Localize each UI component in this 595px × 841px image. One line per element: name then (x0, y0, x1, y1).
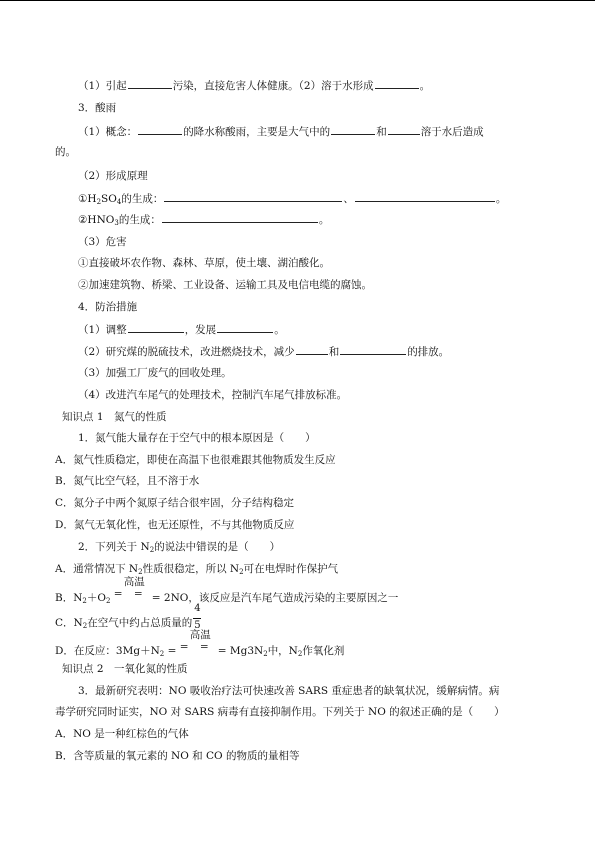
text-line: （4）改进汽车尾气的处理技术，控制汽车尾气排放标准。 (78, 389, 348, 401)
option-d[interactable]: D．在反应：$3Mg+N_2$ = 高温 = = = $Mg3N_2$中，$N_2$作氧化剂 (55, 629, 345, 658)
option-a[interactable]: A．氮气性质稳定，即使在高温下也很难跟其他物质发生反应 (55, 454, 336, 466)
option-c[interactable]: C．$N_2$在空气中约占总质量的 $\frac{4}{5}$ (55, 603, 201, 631)
option-b[interactable]: B．$N_2+O_2$ 高温 = = = 2NO，该反应是汽车尾气造成污染的主要原因之一 (55, 576, 399, 605)
concept-line-end: 的。 (55, 146, 76, 158)
section-heading: 3．酸雨 (78, 102, 117, 114)
option-b[interactable]: B．含等质量的氧元素的 NO 和 CO 的物质的量相等 (55, 750, 300, 762)
blank[interactable] (217, 322, 273, 333)
page-top-rule (0, 0, 595, 1)
question-1: 1．氮气能大量存在于空气中的根本原因是（ ） (78, 432, 316, 444)
blank[interactable] (138, 124, 182, 135)
subheading: （2）形成原理 (78, 170, 148, 182)
blank[interactable] (162, 212, 318, 223)
blank[interactable] (331, 124, 375, 135)
question-3-cont: 毒学研究同时证实，NO 对 SARS 病毒有直接抑制作用。下列关于 NO 的叙述正确的是（ ） (55, 706, 505, 718)
measure-line: （2）研究煤的脱硫技术，改进燃烧技术，减少 和 的排放。 (78, 346, 450, 358)
blank[interactable] (340, 344, 406, 355)
subheading: （3）危害 (78, 236, 127, 248)
blank[interactable] (128, 322, 184, 333)
measure-line: （1）调整 ，发展 。 (78, 324, 285, 336)
blank[interactable] (296, 344, 328, 355)
question-2: 2．下列关于 $N_2$的说法中错误的是（ ） (78, 541, 281, 554)
question-3: 3．最新研究表明：NO 吸收治疗法可快速改善 SARS 重症患者的缺氧状况，缓解病情。病 (78, 685, 500, 697)
knowledge-heading: 知识点 1 氮气的性质 (62, 411, 167, 423)
blank[interactable] (388, 124, 420, 135)
text-line: ②加速建筑物、桥梁、工业设备、运输工具及电信电缆的腐蚀。 (78, 279, 372, 291)
option-c[interactable]: C．氮分子中两个氮原子结合很牢固，分子结构稳定 (55, 497, 295, 509)
text-line: （3）加强工厂废气的回收处理。 (78, 367, 232, 379)
hno3-line: $②HNO_3$的生成： 。 (78, 214, 330, 227)
blank-line-pollution: （1）引起 污染，直接危害人体健康。（2）溶于水形成 。 (78, 80, 431, 92)
blank[interactable] (164, 191, 342, 202)
option-a[interactable]: A．通常情况下 $N_2$性质很稳定，所以 $N_2$可在电焊时作保护气 (55, 563, 339, 576)
fraction: $\frac{4}{5}$ (194, 603, 201, 631)
blank[interactable] (128, 78, 172, 89)
option-a[interactable]: A．NO 是一种红棕色的气体 (55, 728, 189, 740)
option-d[interactable]: D．氮气无氧化性，也无还原性，不与其他物质反应 (55, 519, 295, 531)
text-line: ①直接破坏农作物、森林、草原，使土壤、湖泊酸化。 (78, 257, 330, 269)
blank[interactable] (375, 78, 419, 89)
reaction-condition: 高温 = = (179, 629, 213, 653)
section-heading: 4．防治措施 (78, 301, 138, 313)
option-b[interactable]: B．氮气比空气轻，且不溶于水 (55, 475, 200, 487)
blank[interactable] (355, 191, 495, 202)
reaction-condition: 高温 = = (113, 576, 147, 600)
concept-line: （1）概念： 的降水称酸雨，主要是大气中的 和 溶于水后造成 (78, 126, 484, 138)
h2so4-line: $①H_2SO_4$的生成： 、 。 (78, 193, 507, 206)
knowledge-heading: 知识点 2 一氧化氮的性质 (62, 663, 188, 675)
